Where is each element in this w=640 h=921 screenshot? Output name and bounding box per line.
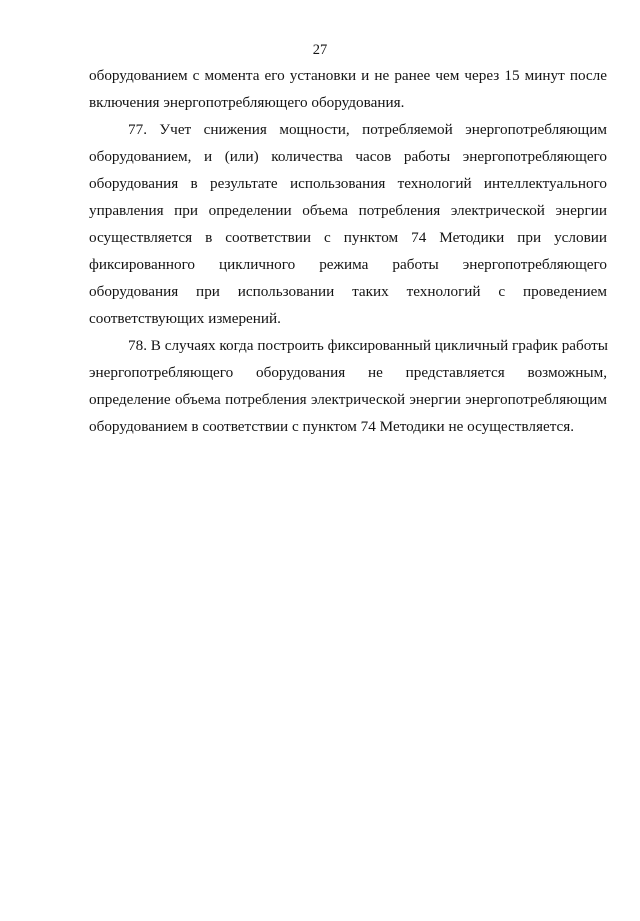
text-line: оборудованием с момента его установки и не ранее чем через 15 минут после: [89, 67, 607, 84]
text-line: оборудования в результате использования технологий интеллектуального: [89, 175, 607, 192]
text-line: фиксированного цикличного режима работы энергопотребляющего: [89, 256, 607, 273]
text-line: 78. В случаях когда построить фиксированный цикличный график работы: [128, 337, 609, 354]
text-line: включения энергопотребляющего оборудования.: [89, 94, 405, 111]
text-line: 77. Учет снижения мощности, потребляемой энергопотребляющим: [128, 121, 607, 138]
page-number: 27: [312, 42, 328, 58]
text-line: оборудованием в соответствии с пунктом 74 Методики не осуществляется.: [89, 418, 575, 435]
text-line: осуществляется в соответствии с пунктом 74 Методики при условии: [89, 229, 607, 246]
text-line: определение объема потребления электрической энергии энергопотребляющим: [89, 391, 607, 408]
text-line: энергопотребляющего оборудования не представляется возможным,: [89, 364, 607, 381]
text-line: соответствующих измерений.: [89, 310, 281, 327]
text-line: оборудования при использовании таких технологий с проведением: [89, 283, 607, 300]
text-line: управления при определении объема потребления электрической энергии: [89, 202, 607, 219]
text-line: оборудованием, и (или) количества часов работы энергопотребляющего: [89, 148, 607, 165]
